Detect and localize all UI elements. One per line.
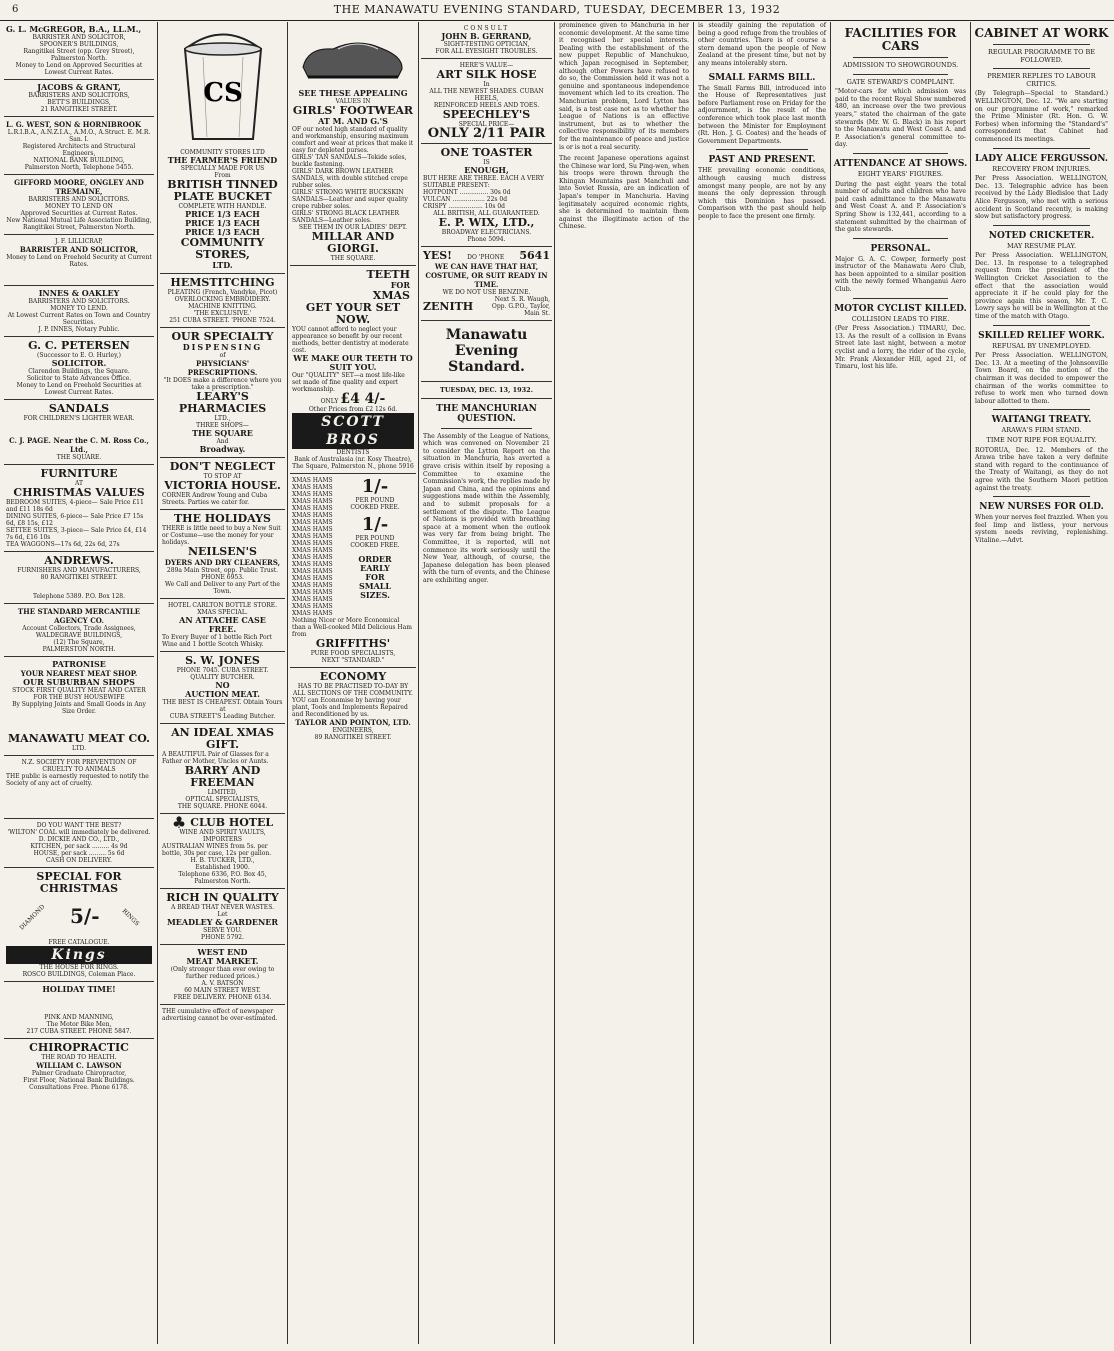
ad-lillicrap: J. F. LILLICRAP, BARRISTER AND SOLICITOR, Money to Lend on Freehold Security at Current Rates. xyxy=(4,235,154,286)
column-rule xyxy=(157,22,158,1344)
article-body: Major G. A. C. Cowper, formerly post instructor of the Manawatu Aero Club, has been appointed to a similar position with the newly formed Whanganui Aero Club. xyxy=(835,255,966,294)
article-body: When your nerves feel frazzled. When you feel limp and listless, your nervous system needs reviving, replenishing. Vitaline.—Advt. xyxy=(975,514,1108,544)
masthead xyxy=(0,0,1114,21)
column-rule xyxy=(418,22,419,1344)
ad-hotel-carlton: HOTEL CARLTON BOTTLE STORE. XMAS SPECIAL. AN ATTACHE CASE FREE. To Every Buyer of 1 bottle Rich Port Wine and 1 bottle Scotch Whisky. xyxy=(160,599,285,652)
article-body: THE prevailing economic conditions, although causing much distress amongst many people, are not by any means the only depression through which this Dominion has passed. Comparison with the past should help people to face the present one firmly. xyxy=(698,167,826,220)
article-body: Per Press Association. WELLINGTON, Dec. 13. In response to a telegraphed request from the president of the Wellington Cricket Association to the effect that the association would appreciate it if he could play for the province again this season, Mr. T. C. Lowry says he will be in Wellington at the time of the match with Otago. xyxy=(975,252,1108,321)
article-subhead: EIGHT YEARS' FIGURES. xyxy=(857,169,944,178)
dateline: TUESDAY, DEC. 13, 1932. xyxy=(421,384,552,399)
ad-meadley-gardener: RICH IN QUALITY A BREAD THAT NEVER WASTES. Let MEADLEY & GARDENER SERVE YOU. PHONE 5792. xyxy=(160,889,285,945)
ad-speechleys: HERE'S VALUE— ART SILK HOSE In ALL THE NEWEST SHADES. CUBAN HEELS, REINFORCED HEELS AND TOES. SPEECHLEY'S SPECIAL PRICE— ONLY 2/11 PAIR xyxy=(421,59,552,144)
article-subhead: ARAWA'S FIRM STAND. xyxy=(1001,426,1082,435)
ad-mcgregor: G. L. McGREGOR, B.A., LL.M., BARRISTER AND SOLICITOR, SPOONER'S BUILDINGS, Rangitikei Street (opp. Grey Street), Palmerston North. Money to Lend on Approved Securities at Lowest Current Rates. xyxy=(4,22,154,80)
column-rule xyxy=(554,22,555,1344)
ad-cumulative: THE cumulative effect of newspaper advertising cannot be over-estimated. xyxy=(162,1008,278,1022)
column-rule xyxy=(693,22,694,1344)
column-rule xyxy=(287,22,288,1344)
article-subhead: REFUSAL BY UNEMPLOYED. xyxy=(992,341,1091,350)
ad-zenith: YES! DO 'PHONE 5641 WE CAN HAVE THAT HAT, COSTUME, OR SUIT READY IN TIME. WE DO NOT USE BENZINE. ZENITH Next S. R. Waugh, Opp. G.P.O., Taylor, Main St. xyxy=(421,247,552,321)
ad-gifford-moore: GIFFORD MOORE, ONGLEY AND TREMAINE, BARRISTERS AND SOLICITORS. MONEY TO LEND ON Approved Securities at Current Rates. New National Mutual Life Association Building, Rangitikei Street, Palmerston North. xyxy=(4,175,154,235)
article-subhead: TIME NOT RIPE FOR EQUALITY. xyxy=(986,435,1097,444)
ad-coal: DO YOU WANT THE BEST? 'WILTON' COAL will immediately be delivered. D. DICKIE AND CO., LTD., KITCHEN, per sack ......... 4s 9d HOUSE, per sack ......... 5s 6d CASH ON DELIVERY. xyxy=(4,819,154,868)
ad-sw-jones: S. W. JONES PHONE 7045. CUBA STREET. QUALITY BUTCHER. NO AUCTION MEAT. THE BEST IS CHEAPEST. Obtain Yours at CUBA STREET'S Leading Butcher. xyxy=(160,652,285,724)
ad-millar-giorgi: SEE THESE APPEALING VALUES IN GIRLS' FOOTWEAR AT M. AND G.'S OF our noted high standard of quality and workmanship, ensuring maximum comfort and wear at prices that make it easy for depleted purses. GIRLS' TAN SANDALS—Tekide soles, buckle fastening. GIRLS' DARK BROWN LEATHER SANDALS, with double stitched crepe rubber soles. GIRLS' STRONG WHITE BUCKSKIN SANDALS—Leather and super quality crepe rubber soles. GIRLS' STRONG BLACK LEATHER SANDALS—Leather soles. SEE THEM IN OUR LADIES' DEPT. MILLAR AND GIORGI. THE SQUARE. xyxy=(290,22,416,266)
kings-logo: Kings xyxy=(6,946,152,964)
article-title: NOTED CRICKETER. xyxy=(988,230,1095,241)
ad-wix-toaster: ONE TOASTER IS ENOUGH, BUT HERE ARE THREE. EACH A VERY SUITABLE PRESENT: HOTPOINT ............... 30s 0d VULCAN ................. 22s 0d CRISPY .................. 10s 0d ALL BRITISH, ALL GUARANTEED. E. P. WIX, LTD., BROADWAY ELECTRICIANS. Phone 5094. xyxy=(421,144,552,247)
article-body: prominence given to Manchuria in her economic development. At the same time it recognised her special interests. Dealing with the establishment of the new puppet Republic of Manchukuo, which Japan recognised in September, although other Powers have refused to do so, the Commission held it was not a genuine and spontaneous independence movement which led to its creation. The Manchurian problem, Lord Lytton has said, is a test case not as to whether the League of Nations is an effective instrument, but as to whether the collective responsibility of its members for the maintenance of peace and justice is or is not a real security. xyxy=(559,22,689,151)
article-title: FACILITIES FOR CARS xyxy=(844,26,957,53)
scott-bros-logo: SCOTT BROS xyxy=(292,413,414,449)
ad-innes-oakley: INNES & OAKLEY BARRISTERS AND SOLICITORS. MONEY TO LEND. At Lowest Current Rates on Town and Country Securities. J. P. INNES, Notary Public. xyxy=(4,286,154,337)
column-4 xyxy=(421,22,552,1342)
article-title: PERSONAL. xyxy=(870,243,931,254)
article-title: PAST AND PRESENT. xyxy=(708,155,816,166)
bucket-brand: COMMUNITY STORES LTD xyxy=(180,149,265,156)
column-3 xyxy=(290,22,416,1342)
ham-list: XMAS HAMS XMAS HAMS XMAS HAMS XMAS HAMS XMAS HAMS XMAS HAMS XMAS HAMS XMAS HAMS XMAS HAMS XMAS HAMS XMAS HAMS XMAS HAMS XMAS HAMS XMAS HAMS XMAS HAMS XMAS HAMS XMAS HAMS XMAS HAMS XMAS HAMS XMAS HAMS xyxy=(292,476,333,617)
ad-west-hornibrook: L. G. WEST, SON & HORNIBROOK L.R.I.B.A., A.N.Z.I.A., A.M.O., A.Struct. E. M.R. San. I. Registered Architects and Structural Engineers, NATIONAL BANK BUILDING, Palmerston North, Telephone 5455. xyxy=(4,117,154,175)
article-title: THE MANCHURIAN QUESTION. xyxy=(436,403,537,424)
article-body: The Assembly of the League of Nations, which was convened on November 21 to consider the Lytton Report on the situation in Manchuria, has averted a grave crisis within itself by reposing a Committee to examine the Commission's work, the replies made by Japan and China, and the opinions and suggestions made within the Assembly, and to submit proposals for a settlement of the dispute. The League of Nations is provided with breathing space at a moment when the outlook was very far from being bright. The Committee, it is reported, will not commence its work seriously until the New Year, although, of course, the Japanese delegation has been pleased with the turn of events, and the Chinese are exhibiting anger. xyxy=(423,432,550,584)
article-body: Per Press Association. WELLINGTON, Dec. 13. At a meeting of the Johnsonville Town Board, on the motion of the chairman it was decided to empower the chairman of the works committee to refuse to work men who turned down labour allotted to them. xyxy=(975,352,1108,405)
article-subhead: MAY RESUME PLAY. xyxy=(1006,241,1077,250)
svg-text:CS: CS xyxy=(202,78,243,108)
column-rule xyxy=(970,22,971,1344)
ad-jacobs-grant: JACOBS & GRANT, BARRISTERS AND SOLICITORS, BETT'S BUILDINGS, 21 RANGITIKEI STREET. xyxy=(4,80,154,117)
article-title: NEW NURSES FOR OLD. xyxy=(979,502,1104,513)
article-title: MOTOR CYCLIST KILLED. xyxy=(834,303,967,314)
ad-club-hotel: ♣ CLUB HOTEL WINE AND SPIRIT VAULTS, IMPORTERS AUSTRALIAN WINES from 5s. per bottle, 30s per case, 12s per gallon. H. B. TUCKER, LTD., Established 1900. Telephone 6336, P.O. Box 45, Palmerston North. xyxy=(160,814,285,889)
column-7 xyxy=(833,22,968,1342)
ad-mercantile: THE STANDARD MERCANTILE AGENCY CO. Account Collectors, Trade Assignees, WALDEGRAVE BUILDINGS, (12) The Square, PALMERSTON NORTH. xyxy=(4,604,154,657)
ad-andrews: ANDREWS. FURNISHERS AND MANUFACTURERS, 80 RANGITIKEI STREET. Telephone 5389. P.O. Box 128. xyxy=(4,552,154,604)
article-subhead: COLLISION LEADS TO FIRE. xyxy=(851,314,950,323)
ad-victoria-house: DON'T NEGLECT TO STOP AT VICTORIA HOUSE. CORNER Andrew Young and Cuba Streets. Parties we cater for. xyxy=(160,458,285,510)
ad-chiropractic: CHIROPRACTIC THE ROAD TO HEALTH. WILLIAM C. LAWSON Palmer Graduate Chiropractor, First Floor, National Bank Buildings. Consultations Free. Phone 6178. xyxy=(23,1041,135,1091)
ad-sandals: SANDALS FOR CHILDREN'S LIGHTER WEAR. C. J. PAGE. Near the C. M. Ross Co., Ltd., THE SQUARE. xyxy=(4,400,154,465)
shoe-illustration xyxy=(298,27,408,87)
article-subhead: GATE STEWARD'S COMPLAINT. xyxy=(846,77,955,86)
article-title: CABINET AT WORK xyxy=(974,26,1109,40)
article-subhead: ADMISSION TO SHOWGROUNDS. xyxy=(842,61,959,69)
article-subhead: RECOVERY FROM INJURIES. xyxy=(992,164,1091,173)
column-6 xyxy=(696,22,828,1342)
ad-bucket: CS COMMUNITY STORES LTD THE FARMER'S FRIEND SPECIALLY MADE FOR US From BRITISH TINNED PLATE BUCKET COMPLETE WITH HANDLE. PRICE 1/3 EACH PRICE 1/3 EACH PRICE 1/3 EACH COMMUNITY STORES, LTD. xyxy=(160,22,285,274)
article-body: "Motor-cars for which admission was paid to the recent Royal Show numbered 480, an increase over the two previous years," stated the chairman of the gate stewards (Mr. W. G. Black) in his report to the Manawatu and West Coast A. and P. Association's general committee to-day. xyxy=(835,88,966,149)
ad-leary-pharmacies: OUR SPECIALTY DISPENSING of PHYSICIANS' PRESCRIPTIONS. "It DOES make a difference where you take a prescription." LEARY'S PHARMACIES LTD., THREE SHOPS— THE SQUARE And Broadway. xyxy=(160,328,285,458)
ad-hemstitching: HEMSTITCHING PLEATING (French, Vandyke, Picot) OVERLOCKING EMBROIDERY. MACHINE KNITTING. 'THE EXCLUSIVE.' 251 CUBA STREET. 'PHONE 7524. xyxy=(160,274,285,328)
article-title: LADY ALICE FERGUSSON. xyxy=(974,153,1109,164)
club-icon: ♣ xyxy=(171,813,187,833)
article-body: The Small Farms Bill, introduced into the House of Representatives just before Parliament rose on Friday for the adjournment, is the result of the conference which took place last month between the Minister for Employment (Rt. Hon. J. G. Coates) and the heads of Government Departments. xyxy=(698,84,826,145)
article-body: ROTORUA, Dec. 12. Members of the Arawa tribe have taken a very definite stand with regard to the continuance of the Treaty of Waitangi, as they do not agree with the Southern Maori petition against the treaty. xyxy=(975,446,1108,492)
page-number: 6 xyxy=(12,4,19,15)
article-body: Per Press Association. WELLINGTON, Dec. 13. Telegraphic advice has been received by the Lady Bledisloe that Lady Alice Fergusson, who met with a serious accident in Scotland recently, is making slow but satisfactory progress. xyxy=(975,175,1108,221)
masthead-title: THE MANAWATU EVENING STANDARD, TUESDAY, DECEMBER 13, 1932 xyxy=(333,3,781,16)
ad-scott-bros-teeth: TEETH FOR XMAS GET YOUR SET NOW. YOU cannot afford to neglect your appearance so benefit by our recent methods, better dentistry at moderate cost. WE MAKE OUR TEETH TO SUIT YOU. Our "QUALITY" SET—a most life-like set made of fine quality and expert workmanship. ONLY £4 4/- Other Prices from £2 12s 6d. SCOTT BROS DENTISTS Bank of Australasia (nr. Kosy Theatre), The Square, Palmerston N., phone 5916 xyxy=(290,266,416,474)
column-rule xyxy=(830,22,831,1344)
article-title: ATTENDANCE AT SHOWS. xyxy=(833,158,968,169)
ad-griffiths-hams: XMAS HAMS XMAS HAMS XMAS HAMS XMAS HAMS XMAS HAMS XMAS HAMS XMAS HAMS XMAS HAMS XMAS HAMS XMAS HAMS XMAS HAMS XMAS HAMS XMAS HAMS XMAS HAMS XMAS HAMS XMAS HAMS XMAS HAMS XMAS HAMS XMAS HAMS XMAS HAMS 1/- PER POUND COOKED FREE. 1/- PER POUND COOKED FREE. ORDER EARLY FOR SMALL SIZES. Nothing Nicer or More Economical than a Well-cooked Mild Delicious Ham from GRIFFITHS' PURE FOOD SPECIALISTS, NEXT "STANDARD." xyxy=(290,474,416,668)
column-8 xyxy=(973,22,1110,1342)
article-title: WAITANGI TREATY. xyxy=(991,415,1092,426)
ad-west-end-meat: WEST END MEAT MARKET. (Only stronger than ever owing to further reduced prices.) A. V. BATSON 60 MAIN STREET WEST. FREE DELIVERY. PHONE 6134. xyxy=(160,945,285,1005)
ad-barry-freeman: AN IDEAL XMAS GIFT. A BEAUTIFUL Pair of Glasses for a Father or Mother, Uncles or Aunts. BARRY AND FREEMAN LIMITED, OPTICAL SPECIALISTS, THE SQUARE. PHONE 6044. xyxy=(160,724,285,814)
ad-spca: N.Z. SOCIETY FOR PREVENTION OF CRUELTY TO ANIMALS THE public is earnestly requested to notify the Society of any act of cruelty. xyxy=(4,756,154,819)
article-title: SKILLED RELIEF WORK. xyxy=(978,330,1105,341)
article-body: (Per Press Association.) TIMARU, Dec. 13. As the result of a collision in Evans Street late last night, between a motor cyclist and a lorry, the rider of the cycle, Mr. Frank Alexander Hill, aged 21, of Timaru, lost his life. xyxy=(835,325,966,371)
mini-masthead: Manawatu Evening Standard. xyxy=(421,321,552,382)
ad-petersen: G. C. PETERSEN (Successor to E. O. Hurley,) SOLICITOR. Clarendon Buildings, the Square. Solicitor to State Advances Office. Money to Lend on Freehold Securities at Lowest Current Rates. xyxy=(4,337,154,400)
ad-furniture: FURNITURE AT CHRISTMAS VALUES BEDROOM SUITES, 4-piece— Sale Price £11 and £11 18s 6d DINING SUITES, 6-piece— Sale Price £7 15s 6d, £8 15s, £12 SETTEE SUITES, 3-piece— Sale Price £4, £14 7s 6d, £16 10s TEA WAGGONS—17s 6d, 22s 6d, 27s xyxy=(4,465,154,552)
ad-patronise: PATRONISE YOUR NEAREST MEAT SHOP. OUR SUBURBAN SHOPS STOCK FIRST QUALITY MEAT AND CATER FOR THE BUSY HOUSEWIFE By Supplying Joints and Small Goods in Any Size Order. MANAWATU MEAT CO. LTD. xyxy=(4,657,154,756)
article-body: is steadily gaining the reputation of being a good refuge from the troubles of other countries. There is of course a stern demand upon the people of New Zealand at the present time, but not by any means intolerably stern. xyxy=(698,22,826,67)
article-body: (By Telegraph—Special to Standard.) WELLINGTON, Dec. 12. "We are starting on our programme of work," remarked the Prime Minister (Rt. Hon. G. W. Forbes) when informing the "Standard's" correspondent that Cabinet had commenced its meetings. xyxy=(975,90,1108,143)
article-body: The recent Japanese operations against the Chinese war lord, Su Ping-wen, when his troops were thrown through the Khingan Mountains past Manchuli and into Soviet Russia, are an indication of Japan's temper in Manchuria. Having legitimately acquired economic rights, she is determined to maintain them against the illegitimate action of the Chinese. xyxy=(559,155,689,231)
ad-gerrand: CONSULT JOHN B. GERRAND, SIGHT-TESTING OPTICIAN, FOR ALL EYESIGHT TROUBLES. xyxy=(421,22,552,59)
column-1 xyxy=(4,22,154,1342)
ad-taylor-pointon: ECONOMY HAS TO BE PRACTISED TO-DAY BY ALL SECTIONS OF THE COMMUNITY. YOU can Economise by having your plant, Tools and Implements Repaired and Reconditioned by us. TAYLOR AND POINTON, LTD. ENGINEERS, 89 RANGITIKEI STREET. xyxy=(292,669,413,741)
article-subhead: PREMIER REPLIES TO LABOUR CRITICS. xyxy=(987,72,1096,88)
column-5 xyxy=(557,22,691,1342)
ad-kings-rings: SPECIAL FOR CHRISTMAS DIAMOND 5/- RINGS FREE CATALOGUE. Kings THE HOUSE FOR RINGS. ROSCO BUILDINGS, Coleman Place. xyxy=(4,868,154,982)
ad-neilsens: THE HOLIDAYS THERE is little need to buy a New Suit or Costume—use the money for your holidays. NEILSEN'S DYERS AND DRY CLEANERS, 289a Main Street, opp. Public Trust. PHONE 6953. We Call and Deliver to any Part of the Town. xyxy=(160,510,285,599)
ad-holiday-time: HOLIDAY TIME! PINK AND MANNING, The Motor Bike Men, 217 CUBA STREET. PHONE 5847. xyxy=(4,982,154,1039)
bucket-illustration xyxy=(173,27,273,147)
column-2 xyxy=(160,22,285,1342)
article-subhead: REGULAR PROGRAMME TO BE FOLLOWED. xyxy=(987,48,1096,64)
article-body: During the past eight years the total number of adults and children who have paid cash admittance to the Manawatu and West Coast A. and P. Association's Spring Show is 132,441, according to a statement submitted by the chairman of the gate stewards. xyxy=(835,180,966,234)
article-title: SMALL FARMS BILL. xyxy=(708,72,816,83)
